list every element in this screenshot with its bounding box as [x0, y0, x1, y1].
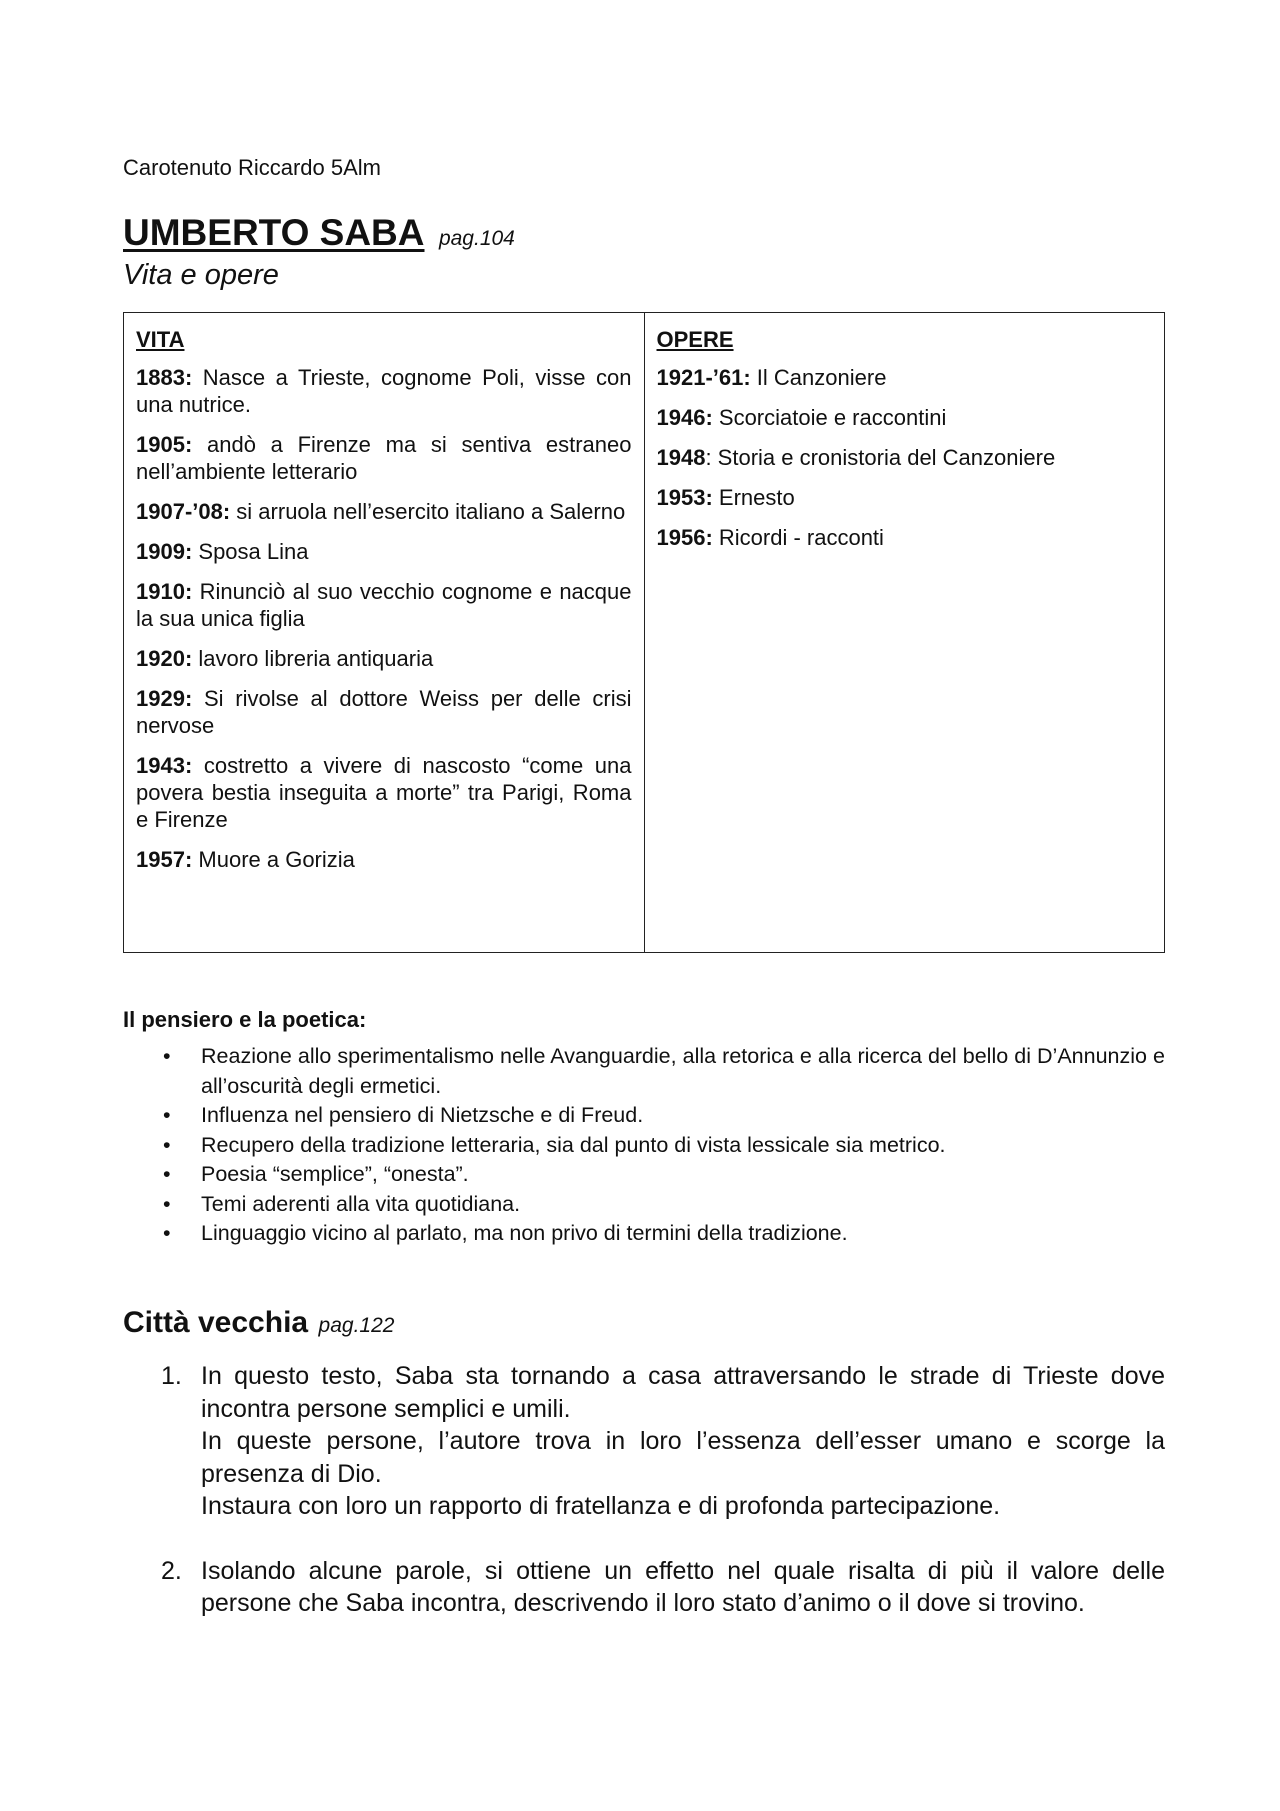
pensiero-item [123, 1131, 1165, 1161]
vita-entry [136, 578, 632, 632]
opere-entry-year: 1946: [656, 405, 713, 430]
opere-entry-year: 1921-’61: [656, 365, 751, 390]
vita-entry-text: costretto a vivere di nascosto “come una povera bestia inseguita a morte” tra Parigi, Roma e Firenze [136, 753, 632, 832]
citta-item [123, 1360, 1165, 1523]
vita-entry [136, 752, 632, 833]
vita-entry [136, 364, 632, 418]
bullet-icon: • [163, 1221, 171, 1245]
bullet-icon: • [163, 1162, 171, 1186]
title-row [123, 212, 515, 254]
opere-entry [657, 524, 1153, 551]
opere-entry-text: Ricordi - racconti [712, 525, 884, 550]
subtitle: Vita e opere [123, 259, 279, 291]
vita-entry-text: si arruola nell’esercito italiano a Salerno [230, 499, 626, 524]
opere-entry-year: 1956: [656, 525, 713, 550]
vita-opere-table [123, 312, 1165, 953]
citta-item-paragraph: In queste persone, l’autore trova in loro l’essenza dell’esser umano e scorge la presenza di Dio. [201, 1427, 1165, 1488]
pensiero-item-text: Linguaggio vicino al parlato, ma non privo di termini della tradizione. [201, 1221, 848, 1245]
opere-entry-text: : Storia e cronistoria del Canzoniere [705, 445, 1056, 470]
vita-entry-year: 1929: [136, 686, 193, 711]
citta-item [123, 1555, 1165, 1620]
vita-entry [136, 645, 632, 672]
vita-entry-year: 1920: [136, 646, 193, 671]
citta-item-paragraph: In questo testo, Saba sta tornando a casa attraversando le strade di Trieste dove incontra persone semplici e umili. [201, 1362, 1165, 1423]
vita-entry [136, 538, 632, 565]
vita-entry-text: Nasce a Trieste, cognome Poli, visse con una nutrice. [136, 365, 632, 417]
opere-entry-text: Scorciatoie e raccontini [712, 405, 947, 430]
author-line: Carotenuto Riccardo 5Alm [123, 155, 382, 180]
vita-entry [136, 846, 632, 873]
vita-entry-text: Si rivolse al dottore Weiss per delle crisi nervose [136, 686, 632, 738]
pensiero-list [123, 1042, 1165, 1249]
pensiero-item [123, 1219, 1165, 1249]
vita-entry-year: 1909: [136, 539, 193, 564]
opere-entry [657, 484, 1153, 511]
opere-heading: OPERE [656, 327, 734, 352]
bullet-icon: • [163, 1044, 171, 1068]
vita-entry-text: Rinunciò al suo vecchio cognome e nacque la sua unica figlia [136, 579, 632, 631]
citta-heading: Città vecchia [123, 1306, 309, 1339]
vita-entry [136, 498, 632, 525]
opere-entry [657, 404, 1153, 431]
citta-list [123, 1360, 1165, 1652]
pensiero-item [123, 1160, 1165, 1190]
pensiero-item [123, 1101, 1165, 1131]
bullet-icon: • [163, 1191, 171, 1216]
pensiero-item [123, 1190, 1165, 1220]
bullet-icon: • [163, 1132, 171, 1157]
vita-entry-year: 1957: [136, 847, 193, 872]
vita-entry-year: 1883: [136, 365, 193, 390]
opere-entry-text: Il Canzoniere [750, 365, 887, 390]
citta-page-ref: pag.122 [318, 1314, 395, 1337]
opere-entry-text: Ernesto [712, 485, 795, 510]
vita-heading: VITA [136, 327, 185, 352]
vita-entry-text: Sposa Lina [192, 539, 309, 564]
vita-entry-text: Muore a Gorizia [192, 847, 355, 872]
citta-item-number: 2. [161, 1556, 182, 1585]
pensiero-item-text: Poesia “semplice”, “onesta”. [201, 1162, 469, 1186]
vita-entry-text: andò a Firenze ma si sentiva estraneo nell’ambiente letterario [136, 432, 632, 484]
opere-list [657, 364, 1153, 551]
pensiero-item-text: Reazione allo sperimentalismo nelle Avanguardie, alla retorica e alla ricerca del bello di D’Annunzio e all’oscurità degli ermetici. [201, 1044, 1165, 1098]
pensiero-item-text: Temi aderenti alla vita quotidiana. [201, 1191, 521, 1216]
vita-entry-text: lavoro libreria antiquaria [192, 646, 434, 671]
citta-item-number: 1. [161, 1362, 182, 1390]
citta-item-paragraph: Isolando alcune parole, si ottiene un effetto nel quale risalta di più il valore delle persone che Saba incontra, descrivendo il loro stato d’animo o il dove si trovino. [201, 1556, 1165, 1617]
vita-entry [136, 685, 632, 739]
vita-entry-year: 1905: [136, 432, 193, 457]
citta-heading-row [123, 1306, 394, 1340]
vita-entry-year: 1907-’08: [136, 499, 231, 524]
vita-column [124, 313, 645, 953]
opere-entry [657, 444, 1153, 471]
vita-list [136, 364, 632, 873]
vita-entry [136, 431, 632, 485]
pensiero-item-text: Influenza nel pensiero di Nietzsche e di Freud. [201, 1103, 644, 1127]
vita-entry-year: 1943: [136, 753, 193, 778]
pensiero-heading: Il pensiero e la poetica: [123, 1007, 367, 1032]
opere-entry [657, 364, 1153, 391]
citta-item-paragraph: Instaura con loro un rapporto di fratellanza e di profonda partecipazione. [201, 1492, 1001, 1520]
bullet-icon: • [163, 1103, 171, 1127]
page-title: UMBERTO SABA [123, 212, 425, 253]
vita-entry-year: 1910: [136, 579, 193, 604]
opere-entry-year: 1948 [656, 445, 706, 470]
opere-column [644, 313, 1165, 953]
opere-entry-year: 1953: [656, 485, 713, 510]
title-page-ref: pag.104 [438, 227, 515, 250]
pensiero-item [123, 1042, 1165, 1101]
pensiero-item-text: Recupero della tradizione letteraria, sia dal punto di vista lessicale sia metrico. [201, 1132, 946, 1157]
